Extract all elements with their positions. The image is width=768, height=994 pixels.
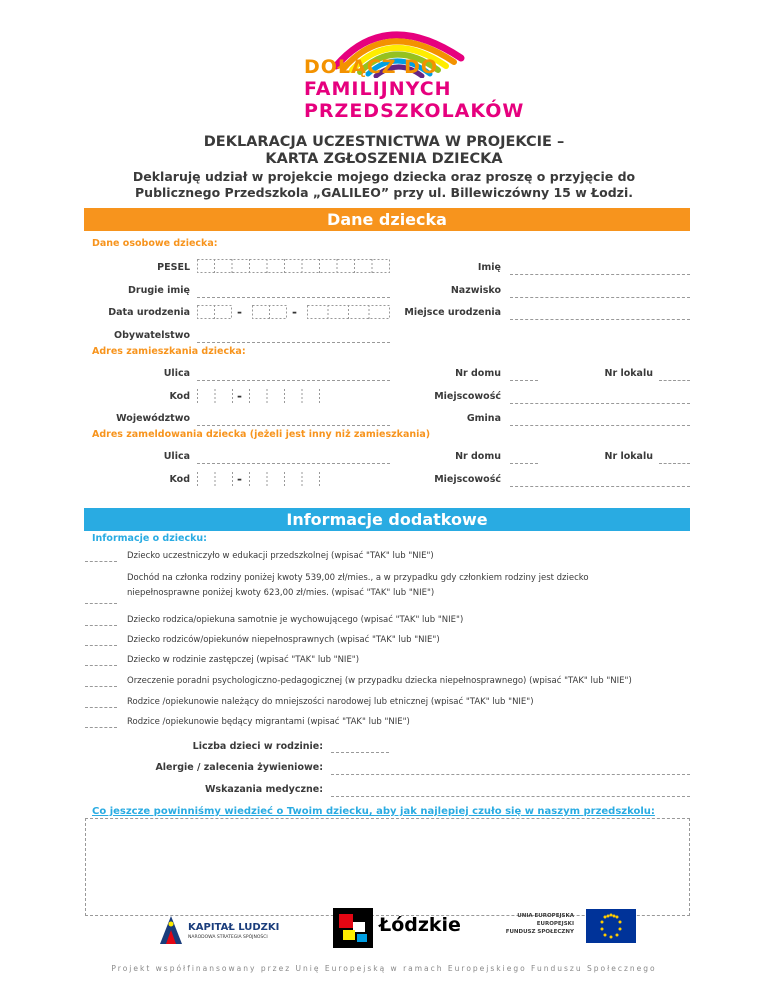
project-logo [296,18,525,128]
commune-label: Gmina [466,413,501,424]
flat-no-label: Nr lokalu [604,368,653,379]
ue-efs-logo [500,909,640,943]
intro-line2: Publicznego Przedszkola „GALILEO” przy ul. Billewiczówny 15 w Łodzi. [135,185,633,200]
children-count-label: Liczba dzieci w rodzinie: [192,741,323,752]
medical-label: Wskazania medyczne: [204,784,323,795]
additional-notes-field[interactable] [85,818,690,916]
svg-text:-: - [237,389,242,403]
citizenship-label: Obywatelstwo [114,330,190,341]
house-no2-field[interactable] [510,463,538,464]
section-additional-info-header: Informacje dodatkowe [84,508,690,531]
street-field[interactable] [197,380,390,381]
info-item-4: Dziecko rodziców/opiekunów niepełnosprawnych (wpisać "TAK" lub "NIE") [127,635,440,645]
voivodeship-label: Województwo [116,413,190,424]
info-answer-4[interactable] [85,645,117,646]
surname-field[interactable] [510,297,690,298]
registered-address-heading: Adres zameldowania dziecka (jeżeli jest inny niż zamieszkania) [92,429,431,440]
info-item-2b: niepełnosprawne poniżej kwoty 623,00 zł/mies. (wpisać "TAK" lub "NIE") [127,588,435,598]
birth-date-boxes[interactable] [197,304,390,318]
flat-no2-field[interactable] [659,463,690,464]
eu-flag-icon [586,909,636,943]
lodzkie-label: Łódzkie [379,914,461,936]
additional-notes-question: Co jeszcze powinniśmy wiedzieć o Twoim dziecku, aby jak najlepiej czuło się w naszym przedszkolu: [92,806,655,817]
postcode2-box-grid [197,472,337,486]
first-name-field[interactable] [510,274,690,275]
first-name-label: Imię [477,262,501,273]
ue-line1: UNIA EUROPEJSKA [517,913,574,919]
pesel-label: PESEL [157,262,190,273]
kapital-ludzki-logo [158,912,288,948]
second-name-field[interactable] [197,297,390,298]
medical-field[interactable] [331,796,690,797]
second-name-label: Drugie imię [128,285,190,296]
street2-field[interactable] [197,463,390,464]
section-child-data-header: Dane dziecka [84,208,690,231]
postcode-boxes[interactable] [197,388,337,402]
lodzkie-logo [333,908,461,948]
town-label: Miejscowość [434,391,501,402]
town2-label: Miejscowość [434,474,501,485]
voivodeship-field[interactable] [197,425,390,426]
flat-no2-label: Nr lokalu [604,451,653,462]
commune-field[interactable] [510,425,690,426]
birth-date-label: Data urodzenia [108,307,190,318]
logo-line1: DOŁĄCZ DO [304,56,439,78]
street2-label: Ulica [163,451,190,462]
postcode-box-grid [197,389,337,403]
children-count-field[interactable] [331,752,389,753]
house-no-field[interactable] [510,380,538,381]
postcode2-label: Kod [169,474,190,485]
svg-text:-: - [292,305,297,319]
document-title-line2: KARTA ZGŁOSZENIA DZIECKA [265,151,503,167]
allergies-label: Alergie / zalecenia żywieniowe: [155,762,323,773]
lodzkie-icon [333,908,373,948]
allergies-field[interactable] [331,774,690,775]
info-item-8: Rodzice /opiekunowie będący migrantami (wpisać "TAK" lub "NIE") [127,717,410,727]
surname-label: Nazwisko [450,285,501,296]
street-label: Ulica [163,368,190,379]
info-item-6: Orzeczenie poradni psychologiczno-pedagogicznej (w przypadku dziecka niepełnosprawnego) (wpisać "TAK" lub "NIE") [127,676,632,686]
house-no2-label: Nr domu [455,451,501,462]
birth-place-label: Miejsce urodzenia [404,307,501,318]
info-answer-2[interactable] [85,603,117,604]
ue-line2: EUROPEJSKI [536,921,574,927]
svg-text:-: - [237,305,242,319]
town-field[interactable] [510,403,690,404]
svg-text:-: - [237,472,242,486]
birth-date-box-grid [197,305,390,319]
info-item-2: Dochód na członka rodziny poniżej kwoty 539,00 zł/mies., a w przypadku gdy członkiem rodziny jest dziecko [127,573,589,583]
info-answer-5[interactable] [85,665,117,666]
postcode2-boxes[interactable] [197,471,337,485]
info-answer-1[interactable] [85,561,117,562]
kapital-ludzki-subtitle: NARODOWA STRATEGIA SPÓJNOŚCI [188,935,268,940]
citizenship-field[interactable] [197,342,390,343]
info-answer-7[interactable] [85,707,117,708]
postcode-label: Kod [169,391,190,402]
info-heading: Informacje o dziecku: [92,533,207,544]
info-item-1: Dziecko uczestniczyło w edukacji przedszkolnej (wpisać "TAK" lub "NIE") [127,551,434,561]
document-title-line1: DEKLARACJA UCZESTNICTWA W PROJEKCIE – [203,134,565,150]
house-no-label: Nr domu [455,368,501,379]
address-heading: Adres zamieszkania dziecka: [92,346,246,357]
info-item-7: Rodzice /opiekunowie należący do mniejszości narodowej lub etnicznej (wpisać "TAK" lub "NIE") [127,697,534,707]
pesel-box-grid [197,259,390,273]
pesel-boxes[interactable] [197,258,390,272]
info-answer-6[interactable] [85,686,117,687]
personal-data-heading: Dane osobowe dziecka: [92,238,218,249]
kapital-ludzki-title: KAPITAŁ LUDZKI [188,922,280,933]
footer-text: Projekt współfinansowany przez Unię Europejską w ramach Europejskiego Funduszu Społecznego [111,964,657,973]
kapital-ludzki-icon [158,914,184,946]
ue-line3: FUNDUSZ SPOŁECZNY [505,929,574,935]
birth-place-field[interactable] [510,319,690,320]
info-answer-8[interactable] [85,727,117,728]
info-item-3: Dziecko rodzica/opiekuna samotnie je wychowującego (wpisać "TAK" lub "NIE") [127,615,464,625]
town2-field[interactable] [510,486,690,487]
info-answer-3[interactable] [85,625,117,626]
logo-line2: FAMILIJNYCH [304,78,452,100]
logo-line3: PRZEDSZKOLAKÓW [304,100,525,122]
flat-no-field[interactable] [659,380,690,381]
info-item-5: Dziecko w rodzinie zastępczej (wpisać "TAK" lub "NIE") [127,655,360,665]
intro-line1: Deklaruję udział w projekcie mojego dziecka oraz proszę o przyjęcie do [132,169,636,184]
